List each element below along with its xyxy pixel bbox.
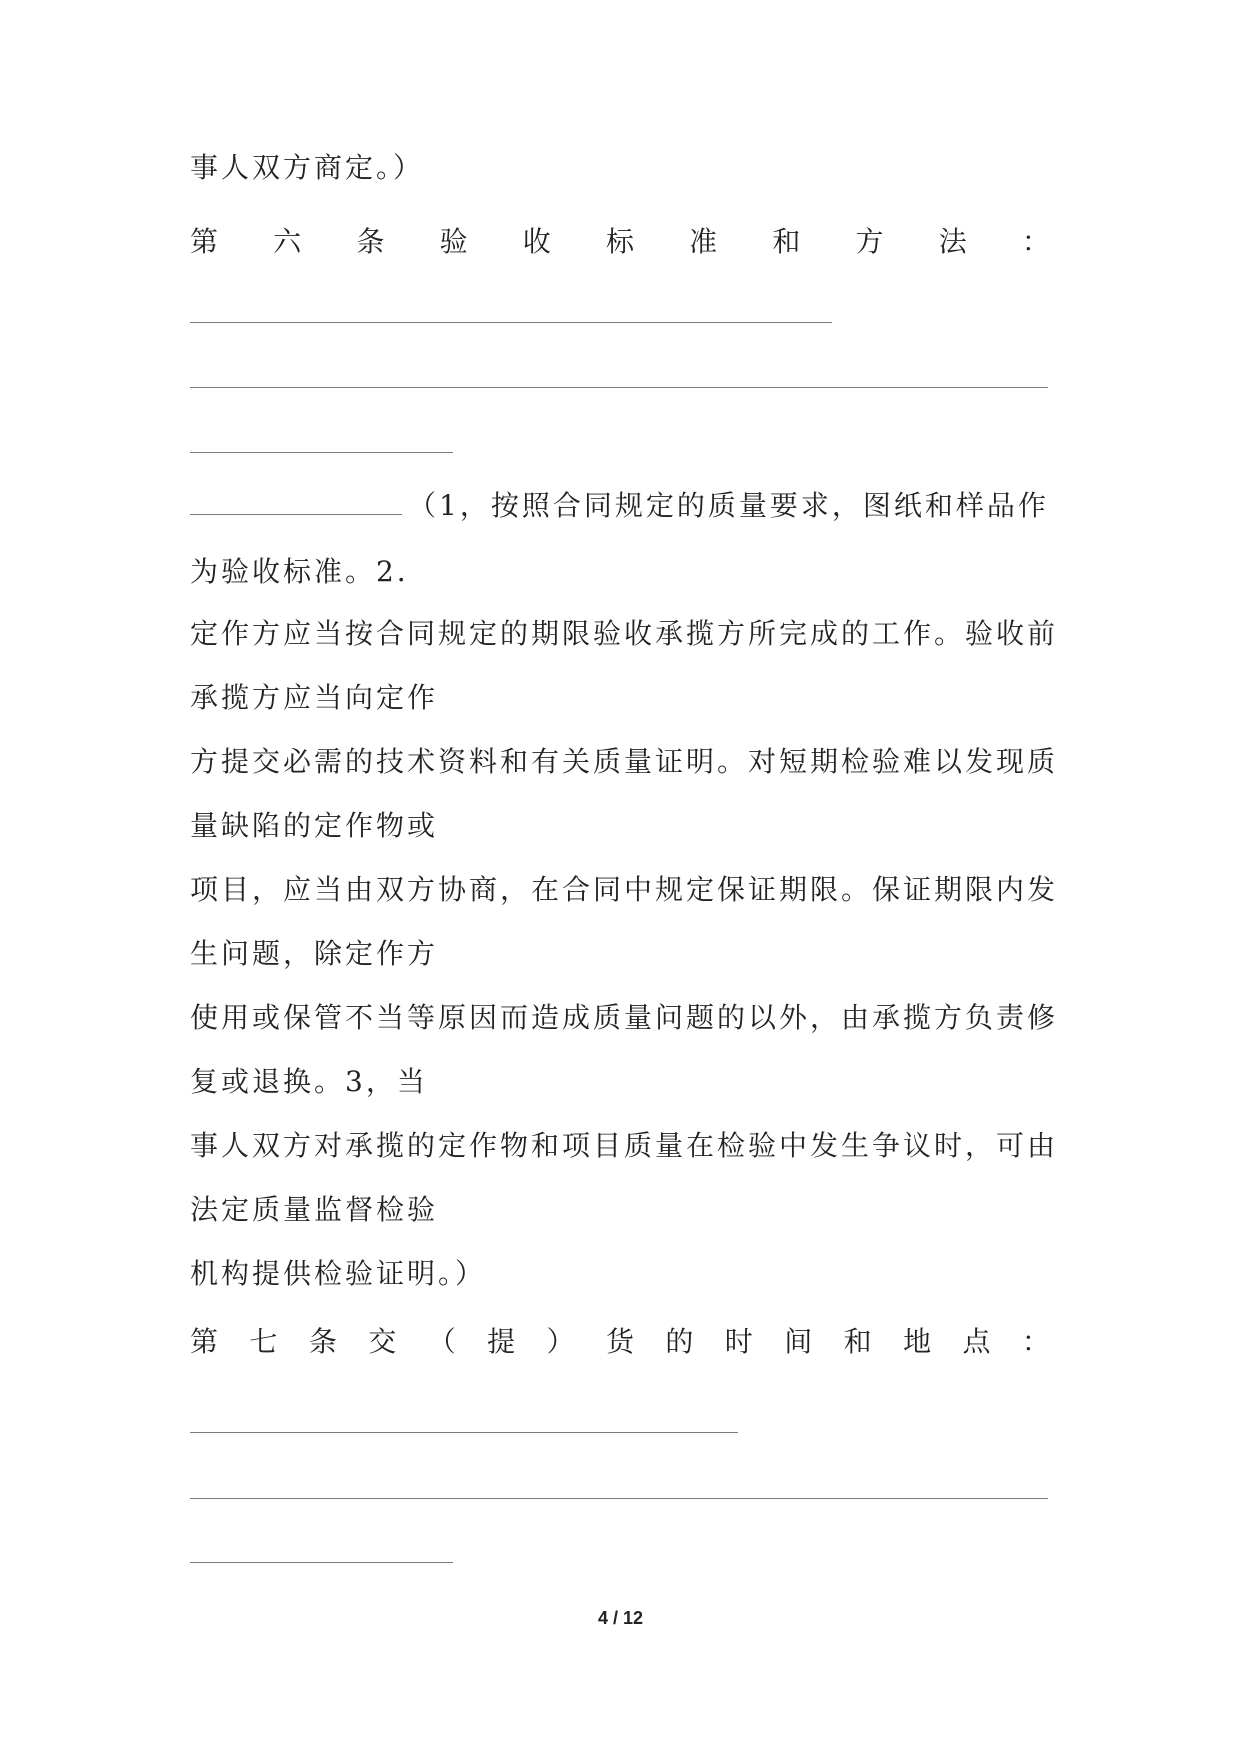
heading-char: 六: [273, 225, 302, 258]
text-line: 事人双方对承揽的定作物和项目质量在检验中发生争议时，可由: [190, 1129, 1059, 1162]
text-line: 法定质量监督检验: [190, 1193, 439, 1226]
text-line: 方提交必需的技术资料和有关质量证明。对短期检验难以发现质: [190, 745, 1059, 778]
heading-char: 货: [605, 1325, 634, 1358]
heading-char: 方: [855, 225, 884, 258]
blank-fill-line: [190, 488, 402, 515]
blank-fill-line: [190, 322, 832, 323]
heading-char: 收: [522, 225, 551, 258]
text-line: [190, 486, 1050, 526]
text-line: 量缺陷的定作物或: [190, 809, 439, 842]
heading-char: 条: [356, 225, 385, 258]
text-line: 使用或保管不当等原因而造成质量问题的以外，由承揽方负责修: [190, 1001, 1059, 1034]
text-line: 机构提供检验证明。）: [190, 1257, 487, 1290]
heading-char: 的: [665, 1325, 694, 1358]
heading-char: 第: [190, 1325, 219, 1358]
heading-char: 法: [938, 225, 967, 258]
text-line: 复或退换。3，当: [190, 1065, 428, 1098]
text-line: 承揽方应当向定作: [190, 681, 439, 714]
heading-char: 间: [784, 1325, 813, 1358]
blank-fill-line: [190, 387, 1048, 388]
page-number: 4 / 12: [597, 1608, 644, 1628]
heading-char: 七: [249, 1325, 278, 1358]
blank-fill-line: [190, 452, 453, 453]
heading-char: ）: [546, 1325, 575, 1358]
article-6-heading: [190, 222, 1050, 262]
text-line: 生问题，除定作方: [190, 937, 439, 970]
heading-char: 验: [439, 225, 468, 258]
heading-char: 和: [772, 225, 801, 258]
text-line: 事人双方商定。）: [190, 151, 425, 184]
text-line: 定作方应当按合同规定的期限验收承揽方所完成的工作。验收前: [190, 617, 1059, 650]
heading-char: 和: [843, 1325, 872, 1358]
heading-char: 准: [689, 225, 718, 258]
text-line: 为验收标准。2．: [190, 555, 428, 588]
text-line: 项目，应当由双方协商，在合同中规定保证期限。保证期限内发: [190, 873, 1059, 906]
heading-char: 点: [962, 1325, 991, 1358]
article-7-heading: [190, 1322, 1050, 1362]
heading-char: 交: [368, 1325, 397, 1358]
blank-fill-line: [190, 1498, 1048, 1499]
heading-char: 提: [487, 1325, 516, 1358]
heading-char: ：: [1021, 1325, 1050, 1358]
blank-fill-line: [190, 1562, 453, 1563]
blank-fill-line: [190, 1432, 738, 1433]
heading-char: 地: [903, 1325, 932, 1358]
text-segment: （1，按照合同规定的质量要求，图纸和样品作: [408, 489, 1049, 522]
heading-char: （: [427, 1325, 456, 1358]
heading-char: 条: [308, 1325, 337, 1358]
heading-char: 标: [605, 225, 634, 258]
heading-char: 第: [190, 225, 219, 258]
heading-char: 时: [724, 1325, 753, 1358]
heading-char: ：: [1021, 225, 1050, 258]
